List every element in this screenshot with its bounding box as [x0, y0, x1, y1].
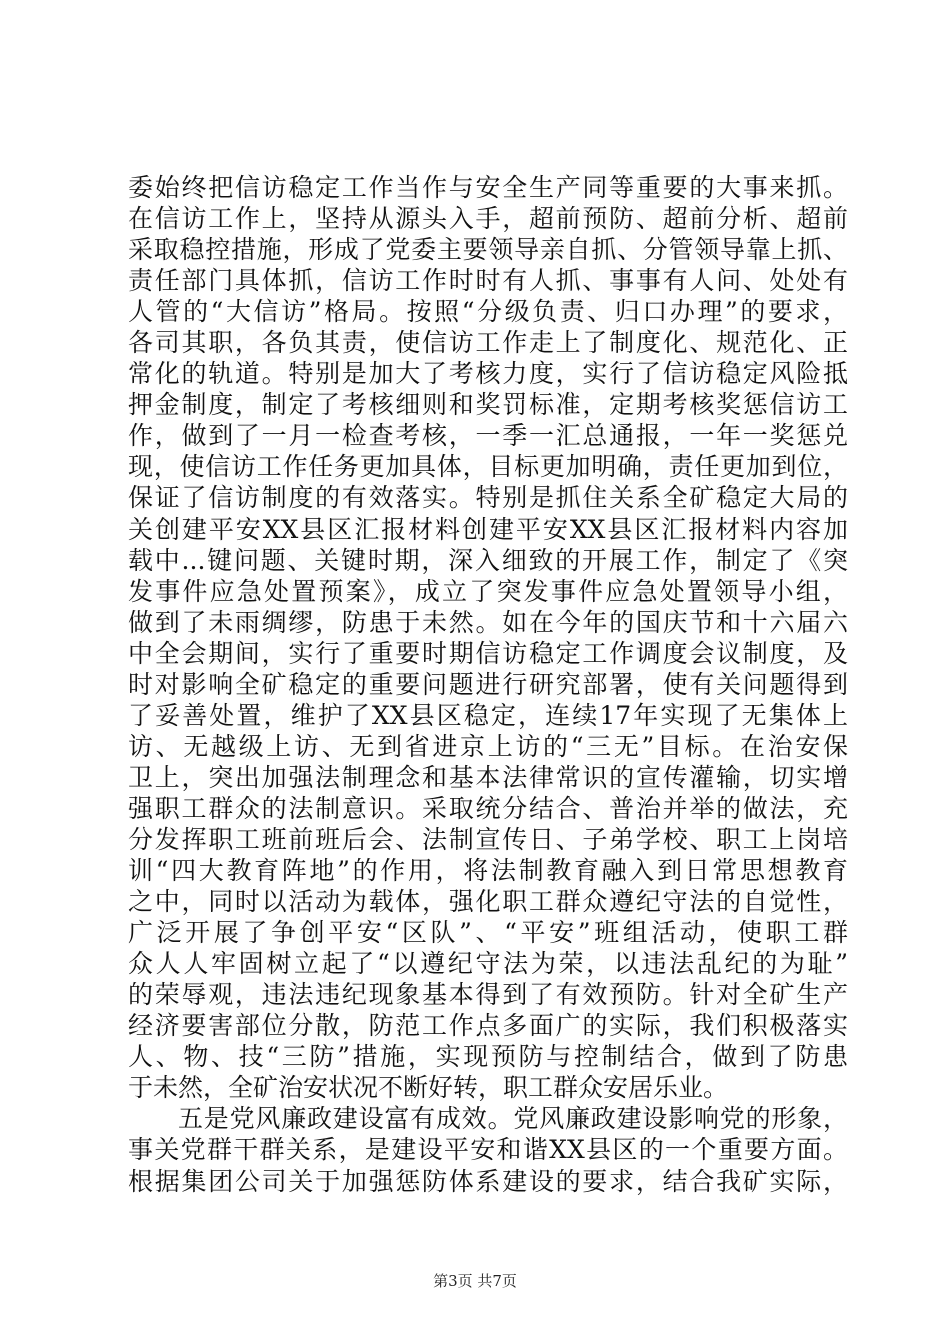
text-line: 时对影响全矿稳定的重要问题进行研究部署，使有关问题得到 [128, 669, 848, 699]
text-line: 根据集团公司关于加强惩防体系建设的要求，结合我矿实际， [128, 1166, 848, 1196]
text-line: 做到了未雨绸缪，防患于未然。如在今年的国庆节和十六届六 [128, 607, 848, 637]
text-line: 常化的轨道。特别是加大了考核力度，实行了信访稳定风险抵 [128, 359, 848, 389]
text-line: 载中...键问题、关键时期，深入细致的开展工作，制定了《突 [128, 545, 848, 575]
text-line: 关创建平安XX县区汇报材料创建平安XX县区汇报材料内容加 [128, 514, 848, 544]
text-line: 押金制度，制定了考核细则和奖罚标准，定期考核奖惩信访工 [128, 390, 848, 420]
paragraph-end-line: 于未然，全矿治安状况不断好转，职工群众安居乐业。 [128, 1073, 729, 1103]
text-line: 经济要害部位分散，防范工作点多面广的实际，我们积极落实 [128, 1011, 848, 1041]
text-line: 事关党群干群关系，是建设平安和谐XX县区的一个重要方面。 [128, 1135, 848, 1165]
text-line: 中全会期间，实行了重要时期信访稳定工作调度会议制度，及 [128, 638, 848, 668]
text-line: 访、无越级上访、无到省进京上访的“三无”目标。在治安保 [128, 731, 848, 761]
text-line: 人、物、技“三防”措施，实现预防与控制结合，做到了防患 [128, 1042, 848, 1072]
paragraph-start-line: 五是党风廉政建设富有成效。党风廉政建设影响党的形象， [178, 1104, 848, 1134]
text-line: 现，使信访工作任务更加具体，目标更加明确，责任更加到位， [128, 452, 848, 482]
text-line: 了妥善处置，维护了XX县区稳定，连续17年实现了无集体上 [128, 700, 848, 730]
text-line: 采取稳控措施，形成了党委主要领导亲自抓、分管领导靠上抓、 [128, 235, 848, 265]
text-line: 人管的“大信访”格局。按照“分级负责、归口办理”的要求， [128, 297, 848, 327]
text-line: 在信访工作上，坚持从源头入手，超前预防、超前分析、超前 [128, 204, 848, 234]
text-line: 保证了信访制度的有效落实。特别是抓住关系全矿稳定大局的 [128, 483, 848, 513]
text-line: 之中，同时以活动为载体，强化职工群众遵纪守法的自觉性， [128, 887, 848, 917]
text-line: 委始终把信访稳定工作当作与安全生产同等重要的大事来抓。 [128, 173, 848, 202]
text-line: 强职工群众的法制意识。采取统分结合、普治并举的做法，充 [128, 793, 848, 823]
text-line: 分发挥职工班前班后会、法制宣传日、子弟学校、职工上岗培 [128, 824, 848, 854]
text-line: 作，做到了一月一检查考核，一季一汇总通报，一年一奖惩兑 [128, 421, 848, 451]
text-line: 众人人牢固树立起了“以遵纪守法为荣，以违法乱纪的为耻” [128, 949, 848, 979]
text-line: 的荣辱观，违法违纪现象基本得到了有效预防。针对全矿生产 [128, 980, 848, 1010]
text-line: 各司其职，各负其责，使信访工作走上了制度化、规范化、正 [128, 328, 848, 358]
body-text [128, 172, 848, 1197]
text-line: 广泛开展了争创平安“区队”、“平安”班组活动，使职工群 [128, 918, 848, 948]
text-line: 训“四大教育阵地”的作用，将法制教育融入到日常思想教育 [128, 856, 848, 886]
page-number-footer: 第3页 共7页 [433, 1272, 517, 1290]
text-line: 责任部门具体抓，信访工作时时有人抓、事事有人问、处处有 [128, 266, 848, 296]
text-line: 发事件应急处置预案》，成立了突发事件应急处置领导小组， [128, 576, 848, 606]
text-line: 卫上，突出加强法制理念和基本法律常识的宣传灌输，切实增 [128, 762, 848, 792]
